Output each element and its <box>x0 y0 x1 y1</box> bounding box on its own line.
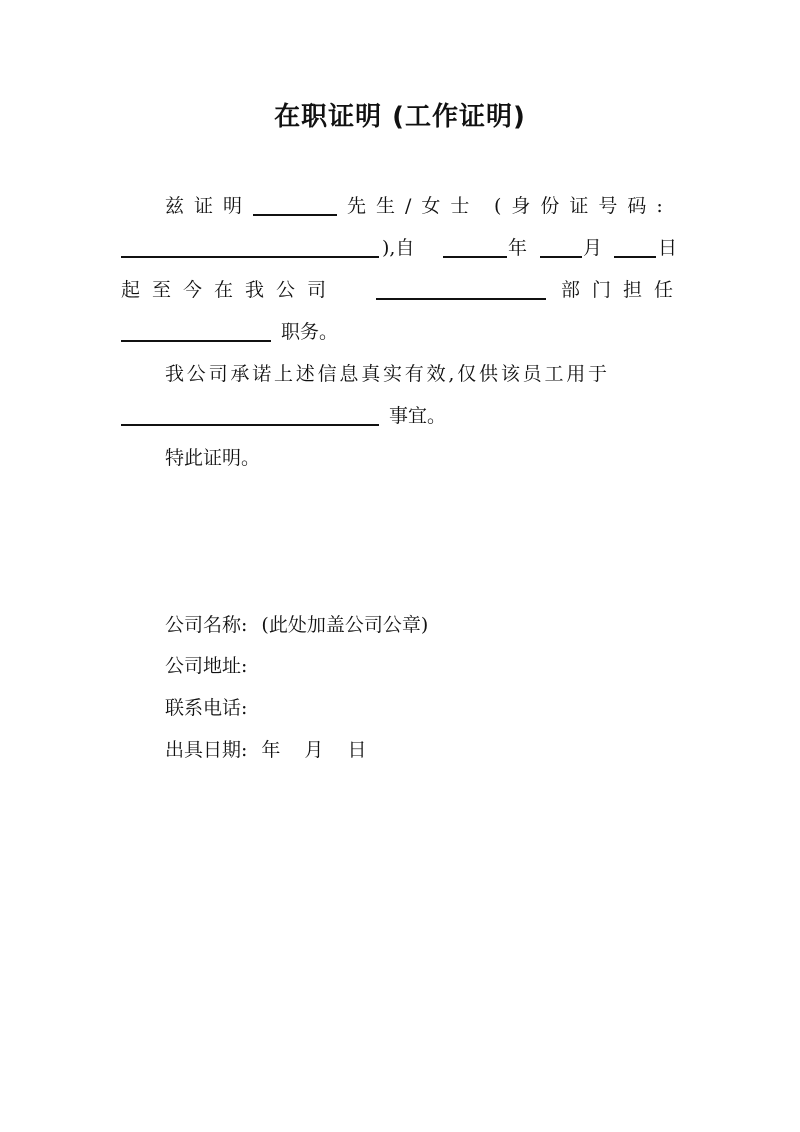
promise-text: 我公司承诺上述信息真实有效,仅供该员工用于 <box>165 363 610 385</box>
company-name-row <box>165 611 428 639</box>
para1-line3 <box>121 276 686 304</box>
company-address-label: 公司地址: <box>165 655 248 677</box>
para2-line2 <box>121 402 681 430</box>
para3-line <box>121 444 681 472</box>
para1-line1 <box>121 192 681 220</box>
position-text: 职务。 <box>281 321 339 343</box>
position-blank[interactable] <box>121 340 271 342</box>
company-seal-note: (此处加盖公司公章) <box>261 614 429 636</box>
phone-label: 联系电话: <box>165 697 248 719</box>
department-blank[interactable] <box>376 298 546 300</box>
purpose-blank[interactable] <box>121 424 379 426</box>
issue-date-year: 年 <box>261 739 281 761</box>
start-year-blank[interactable] <box>443 256 507 258</box>
phone-row <box>165 694 247 722</box>
company-name-label: 公司名称: <box>165 614 248 636</box>
department-text: 部门担任 <box>561 279 686 301</box>
since-text: ),自 <box>382 237 415 259</box>
issue-date-day: 日 <box>347 739 367 761</box>
para1-line2 <box>121 234 681 262</box>
issue-date-label: 出具日期: <box>165 739 248 761</box>
hereby-text: 特此证明。 <box>165 447 261 469</box>
start-day-blank[interactable] <box>614 256 656 258</box>
month-text: 月 <box>583 237 603 259</box>
year-text: 年 <box>508 237 528 259</box>
issue-date-row <box>165 736 366 764</box>
id-number-blank[interactable] <box>121 256 379 258</box>
para2-line1 <box>121 360 681 388</box>
purpose-text: 事宜。 <box>389 405 447 427</box>
start-month-blank[interactable] <box>540 256 582 258</box>
document-title: 在职证明 (工作证明) <box>274 102 526 132</box>
para1-line4 <box>121 318 681 346</box>
name-blank[interactable] <box>253 214 337 216</box>
employed-text: 起至今在我公司 <box>121 279 339 301</box>
title-text: 先生/女士 <box>347 195 480 217</box>
issue-date-month: 月 <box>304 739 324 761</box>
company-address-row <box>165 652 247 680</box>
id-label: (身份证号码: <box>494 195 673 217</box>
day-text: 日 <box>658 237 678 259</box>
certify-text: 兹证明 <box>165 195 253 217</box>
